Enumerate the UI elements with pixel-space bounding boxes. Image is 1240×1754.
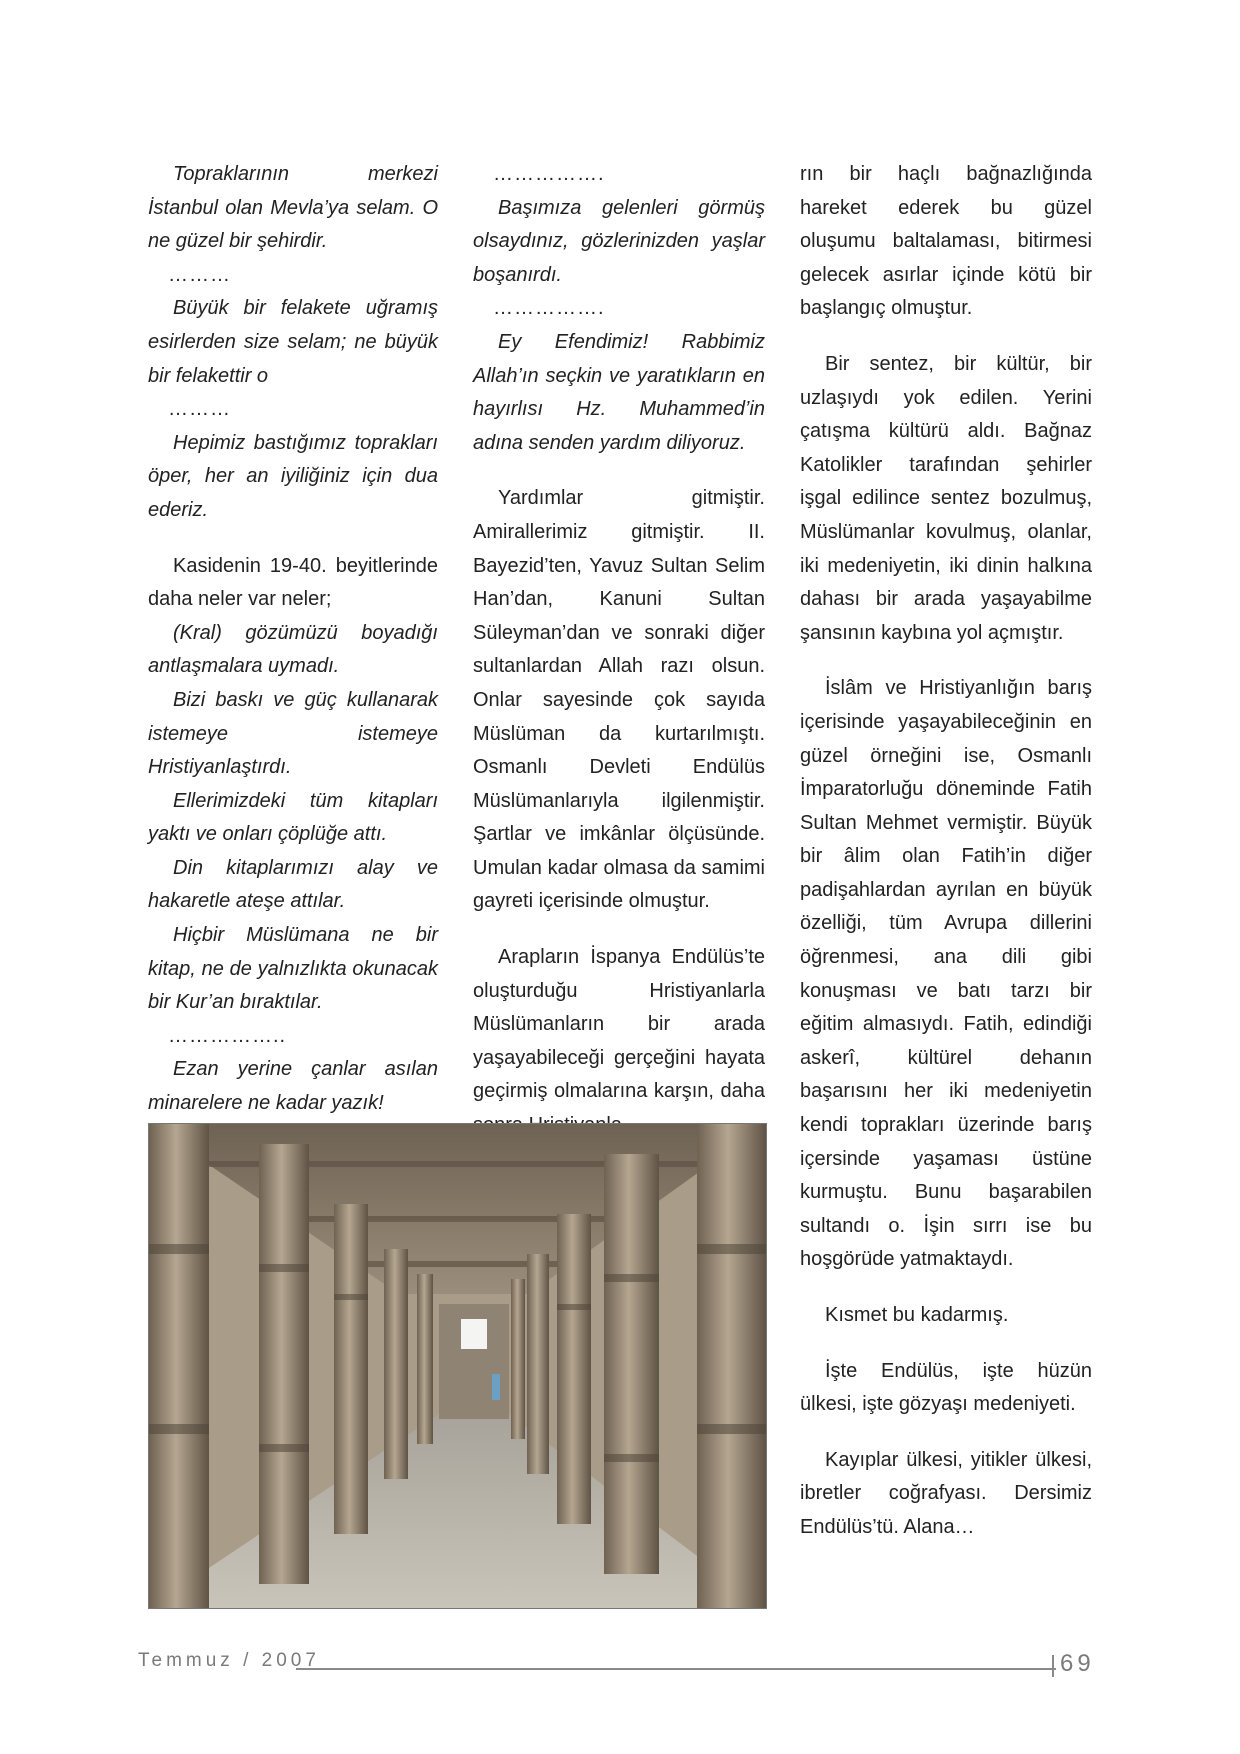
poem-line: Hepimiz bastığımız toprakları öper, her an iyiliğiniz için dua ederiz.: [148, 431, 438, 521]
colonnade-photo: [148, 1123, 767, 1609]
poem-line: Başımıza gelenleri görmüş olsaydınız, gözlerinizden yaşlar boşanırdı.: [473, 196, 765, 286]
column-1: [148, 158, 438, 1121]
poem-line: Din kitaplarımızı alay ve hakaretle ateşe attılar.: [148, 856, 438, 913]
footer-rule: [296, 1668, 1056, 1670]
column-2: [473, 158, 765, 1143]
ellipsis: …………….: [493, 163, 605, 185]
ellipsis: ……………..: [168, 1024, 287, 1047]
poem-line: (Kral) gözümüzü boyadığı antlaşmalara uymadı.: [148, 621, 438, 678]
page-number: 69: [1060, 1650, 1095, 1677]
paragraph: Arapların İspanya Endülüs’te oluşturduğu Hristiyanlarla Müslümanların bir arada yaşayabileceği gerçeğini hayata geçirmiş olmalarına karşın, daha: [473, 946, 765, 1103]
poem-line: Hiçbir Müslümana ne bir kitap, ne de yalnızlıkta okunacak bir Kur’an bıraktılar.: [148, 924, 438, 1014]
poem-line: Ezan yerine çanlar asılan minarelere ne kadar yazık!: [148, 1058, 438, 1115]
paragraph: Bir sentez, bir kültür, bir uzlaşıydı yok edilen. Yerini çatışma kültürü aldı. Bağnaz Katolikler tarafından şehirler işgal edilince sentez bozulmuş, Müslümanlar kovulmuş, olanlar, iki medeniyetin, iki dinin halkına dahası bir arada yaşayabilme şansının kaybına yol açmıştır.: [800, 352, 1092, 644]
paragraph: Kısmet bu kadarmış.: [825, 1304, 1009, 1326]
paragraph: İslâm ve Hristiyanlığın barış içerisinde yaşayabileceğinin en güzel örneğini ise, Osmanlı İmparatorluğu döneminde Fatih Sultan Mehmet vermiştir. Büyük bir âlim olan Fatih’in diğer padişahlardan ayrılan en büyük özelliği, tüm Avrupa dillerini öğrenmesi, ana dili gibi konuşması ve batı tarzı bir eğitim almasıydı. Fatih, edindiği askerî, kültürel dehanın başarısını her iki medeniyetin kendi toprakları üzerinde barış içersinde yaşaması üstüne kurmuştu. Bunu başarabilen sultandı o. İşin sırrı ise bu hoşgörüde yatmaktaydı.: [800, 677, 1092, 1271]
poem-line: Ey Efendimiz! Rabbimiz Allah’ın seçkin ve yaratıkların en hayırlısı Hz. Muhammed’in adına senden yardım diliyoruz.: [473, 330, 765, 454]
paragraph: Kasidenin 19-40. beyitlerinde daha neler var neler;: [148, 554, 438, 611]
poem-line: Ellerimizdeki tüm kitapları yaktı ve onları çöplüğe attı.: [148, 789, 438, 846]
poem-line: Büyük bir felakete uğramış esirlerden size selam; ne büyük bir felakettir o: [148, 297, 438, 387]
issue-date: Temmuz / 2007: [138, 1650, 320, 1671]
column-3: [800, 158, 1092, 1545]
poem-line: Topraklarının merkezi İstanbul olan Mevla’ya selam. O ne güzel bir şehirdir.: [148, 163, 438, 253]
ellipsis: …………….: [493, 297, 605, 320]
paragraph: rın bir haçlı bağnazlığında hareket ederek bu güzel oluşumu baltalaması, bitirmesi gelecek asırlar içinde kötü bir başlangıç olmuştur.: [800, 163, 1092, 320]
colonnade-illustration: [149, 1124, 766, 1608]
paragraph: İşte Endülüs, işte hüzün ülkesi, işte gözyaşı medeniyeti.: [800, 1359, 1092, 1416]
ellipsis: ………: [168, 398, 231, 421]
paragraph: Yardımlar gitmiştir. Amirallerimiz gitmiştir. II. Bayezid’ten, Yavuz Sultan Selim Han’dan, Kanuni Sultan Süleyman’dan ve sonraki diğer sultanlardan Allah razı olsun. Onlar sayesinde çok sayıda Müslüman da kurtarılmıştı. Osmanlı Devleti Endülüs Müslümanlarıyla ilgilenmiştir. Şartlar ve imkânlar ölçüsünde. Umulan kadar olmasa da samimi gayreti içerisinde olmuştur.: [473, 487, 765, 913]
poem-line: Bizi baskı ve güç kullanarak istemeye istemeye Hristiyanlaştırdı.: [148, 688, 438, 779]
footer-rule-tick: [1052, 1655, 1054, 1677]
paragraph: Kayıplar ülkesi, yitikler ülkesi, ibretler coğrafyası. Dersimiz Endülüs’tü. Alana…: [800, 1448, 1092, 1538]
ellipsis: ………: [168, 263, 231, 286]
